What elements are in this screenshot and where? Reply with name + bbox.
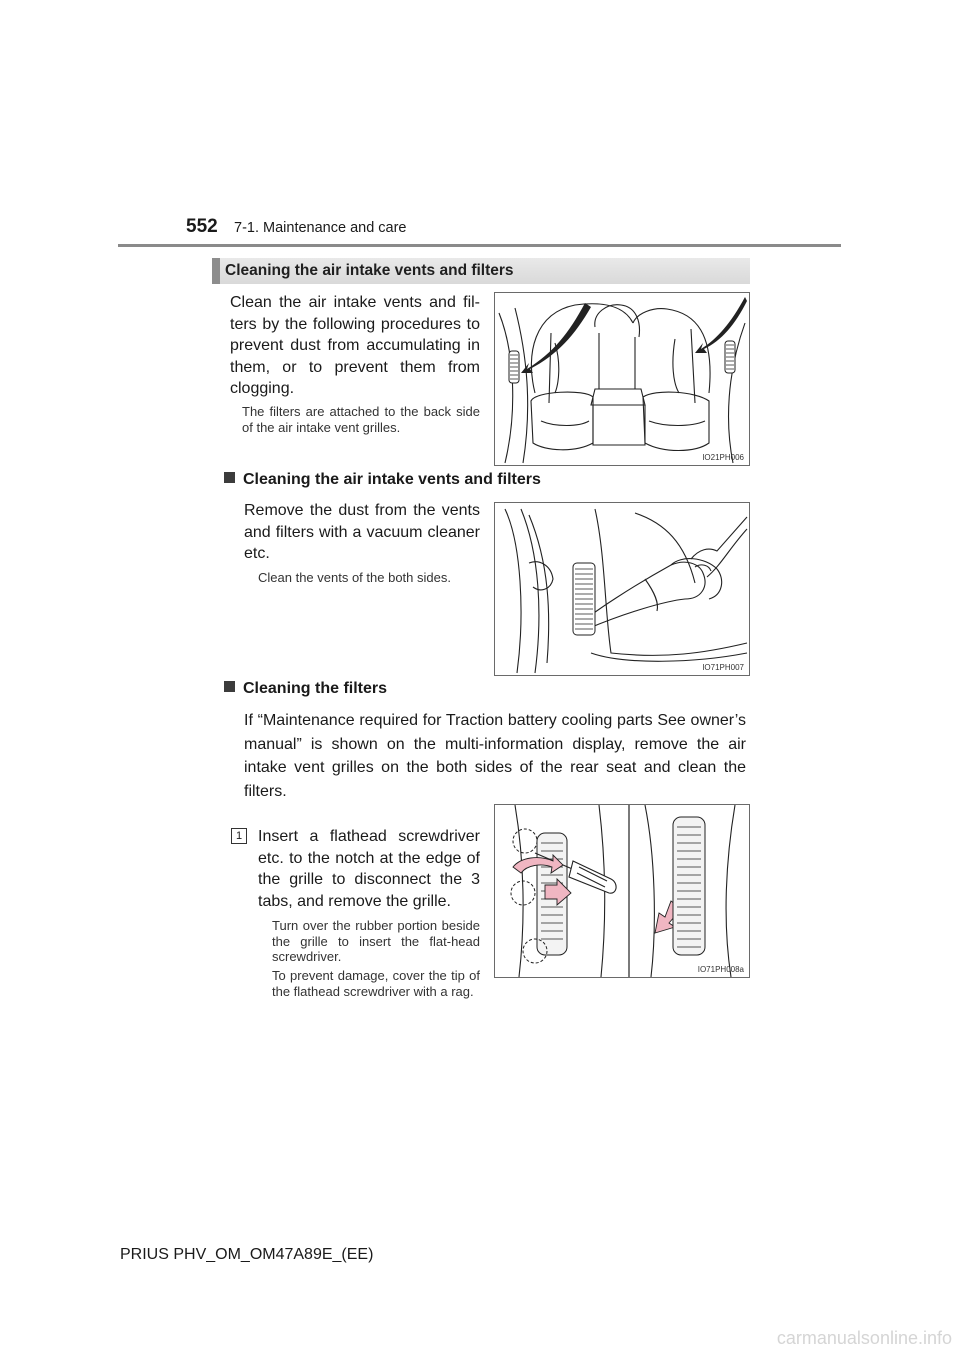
intro-note: The filters are attached to the back side of the air intake vent grilles. bbox=[242, 404, 480, 435]
square-bullet-icon bbox=[224, 681, 235, 692]
document-id-footer: PRIUS PHV_OM_OM47A89E_(EE) bbox=[120, 1246, 374, 1263]
figure-code-seats: IO21PH006 bbox=[702, 453, 744, 462]
grille-removal-illustration bbox=[494, 804, 750, 978]
figure-code-grille: IO71PH008a bbox=[697, 965, 744, 974]
figure-code-vacuum: IO71PH007 bbox=[702, 663, 744, 672]
step1-paragraph: Insert a flathead screwdriver etc. to the notch at the edge of the grille to disconnect the 3 tabs, and remove the grille. bbox=[258, 828, 480, 910]
step1-note-rag: To prevent damage, cover the tip of the flathead screwdriver with a rag. bbox=[272, 968, 480, 999]
filters-subheading-text: Cleaning the filters bbox=[243, 680, 388, 697]
vents-paragraph: Remove the dust from the vents and filters with a vacuum cleaner etc. bbox=[244, 502, 480, 562]
section-title: Cleaning the air intake vents and filters bbox=[225, 262, 514, 279]
section-title-bar bbox=[212, 258, 750, 284]
vents-subheading bbox=[224, 471, 541, 489]
chapter-section-label: 7-1. Maintenance and care bbox=[234, 220, 407, 236]
header-divider bbox=[118, 244, 841, 247]
intro-paragraph: Clean the air intake vents and fil-ters by the following procedures to prevent dust from accumulating in them, or to prevent them from clogging. bbox=[230, 294, 480, 397]
step1-note-rubber: Turn over the rubber portion beside the grille to insert the flat-head screwdriver. bbox=[272, 918, 480, 964]
site-watermark: carmanualsonline.info bbox=[776, 1328, 952, 1348]
vacuum-cleaning-illustration bbox=[494, 502, 750, 676]
filters-subheading bbox=[224, 680, 387, 698]
vents-note: Clean the vents of the both sides. bbox=[258, 570, 451, 585]
square-bullet-icon bbox=[224, 472, 235, 483]
vents-subheading-text: Cleaning the air intake vents and filters bbox=[243, 471, 541, 488]
section-bar-tab bbox=[212, 258, 220, 284]
rear-seat-vents-illustration bbox=[494, 292, 750, 466]
page-number: 552 bbox=[186, 216, 218, 237]
filters-paragraph: If “Maintenance required for Traction battery cooling parts See owner’s manual” is shown on the multi-information display, remove the air intake vent grilles on the both sides of the rear seat and clean the filters. bbox=[244, 712, 746, 800]
step-number-badge: 1 bbox=[231, 828, 247, 844]
